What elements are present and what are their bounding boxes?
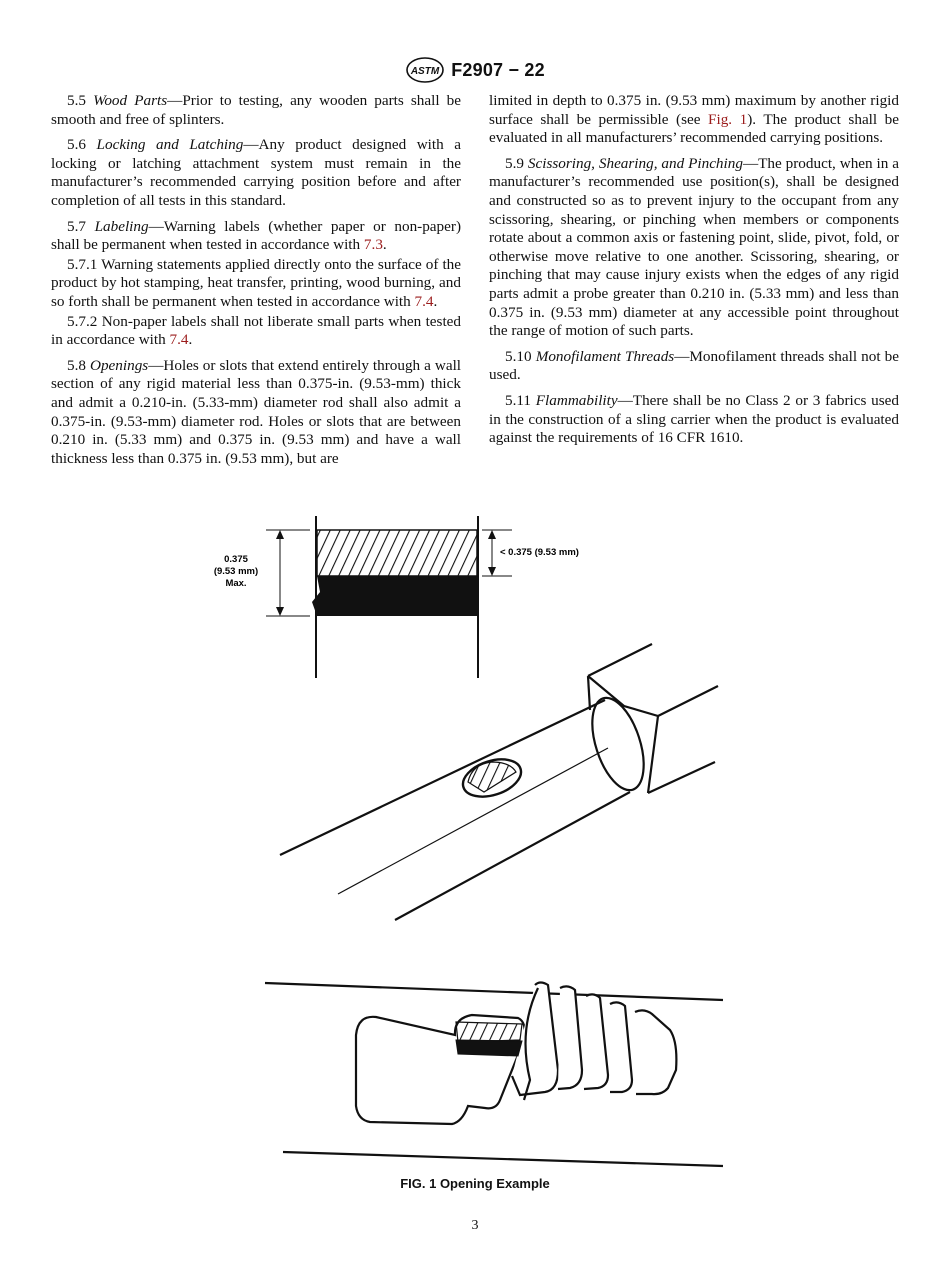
cross-section-detail bbox=[266, 516, 512, 678]
right-column bbox=[489, 92, 899, 455]
figure-1 bbox=[200, 510, 760, 1180]
astm-logo-icon bbox=[405, 56, 445, 84]
ref-fig-1-link[interactable]: Fig. 1 bbox=[708, 110, 748, 128]
ref-7-3-link[interactable]: 7.3 bbox=[363, 236, 383, 254]
figure-caption: FIG. 1 Opening Example bbox=[400, 1176, 550, 1191]
dim-left-line-3: Max. bbox=[225, 578, 247, 589]
opening-example-drawing bbox=[200, 510, 760, 1180]
section-5-9: 5.9 Scissoring, Shearing, and Pinching—The product, when in a manufacturer’s recommended use position(s), shall be designed and constructed so as to prevent injury to the occupant from any scissoring, shearing, or pinching when members or components rotate about a common axis or fastening point, slide, pivot, fold, or otherwise move relative to one another. Scissoring, shearing, or pinching that may cause injury exists when the edges of any rigid parts admit a probe greater than 0.210 in. (5.33 mm) and less than 0.375 in. (9.53 mm) diameter at any accessible point throughout the range of motion of such parts. bbox=[489, 154, 899, 340]
section-5-8: 5.8 Openings—Holes or slots that extend entirely through a wall section of any rigid material less than 0.375-in. (9.53-mm) thick and admit a 0.210-in. (5.33-mm) diameter rod shall also admit a 0.375-in. (9.53-mm) diameter rod. Holes or slots that are between 0.210 in. (5.33 mm) and 0.375 in. (9.53 mm) and have a wall thickness less than 0.375 in. (9.53 mm), but are bbox=[51, 356, 462, 467]
section-5-8-continued: limited in depth to 0.375 in. (9.53 mm) maximum by another rigid surface shall be permissible (see Fig. 1). The product shall be evaluated in all manufacturers’ recommended carrying positions. bbox=[489, 92, 899, 147]
tube-with-hole-drawing bbox=[280, 644, 718, 920]
ref-7-4-link[interactable]: 7.4 bbox=[169, 331, 189, 349]
section-5-11: 5.11 Flammability—There shall be no Class 2 or 3 fabrics used in the construction of a sling carrier when the product is evaluated against the requirements of 16 CFR 1610. bbox=[489, 391, 900, 447]
dim-left-line-1: 0.375 bbox=[224, 554, 248, 565]
section-5-7-2: 5.7.2 Non-paper labels shall not liberate small parts when tested in accordance with 7.4. bbox=[51, 312, 461, 349]
folded-part-drawing bbox=[265, 983, 723, 1167]
dim-right-label: < 0.375 (9.53 mm) bbox=[500, 547, 579, 558]
ref-7-4-link[interactable]: 7.4 bbox=[414, 292, 434, 310]
section-5-10: 5.10 Monofilament Threads—Monofilament threads shall not be used. bbox=[489, 347, 900, 384]
left-column bbox=[51, 92, 461, 475]
svg-text:ASTM: ASTM bbox=[411, 66, 440, 77]
section-5-7: 5.7 Labeling—Warning labels (whether paper or non-paper) shall be permanent when tested in accordance with 7.3. bbox=[51, 217, 462, 254]
section-5-7-1: 5.7.1 Warning statements applied directly onto the surface of the product by hot stamping, heat transfer, printing, wood burning, and so forth shall be permanent when tested in accordance with 7.4. bbox=[51, 255, 461, 310]
standard-designation: F2907 − 22 bbox=[451, 59, 545, 80]
page-header bbox=[0, 54, 950, 86]
section-5-5: 5.5 Wood Parts—Prior to testing, any wooden parts shall be smooth and free of splinters. bbox=[51, 92, 461, 128]
section-5-6: 5.6 Locking and Latching—Any product designed with a locking or latching attachment system must remain in the manufacturer’s recommended carrying position before and after completion of all tests in this standard. bbox=[51, 136, 461, 209]
dim-left-line-2: (9.53 mm) bbox=[213, 566, 259, 577]
page-number: 3 bbox=[471, 1218, 479, 1233]
